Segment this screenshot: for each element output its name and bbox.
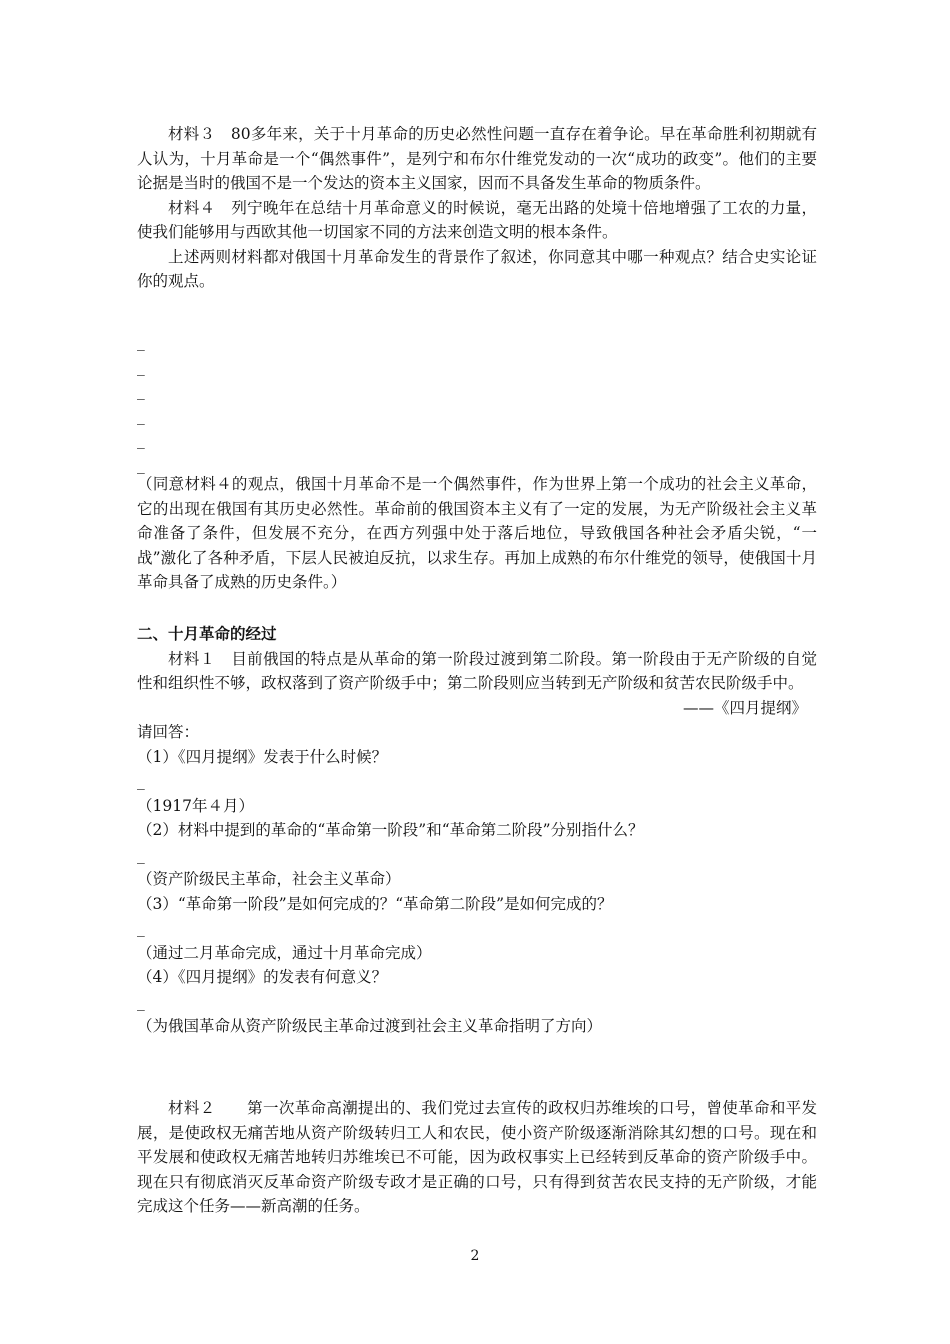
question-text: 上述两则材料都对俄国十月革命发生的背景作了叙述，你同意其中哪一种观点？结合史实论证你的观点。 — [137, 247, 817, 290]
question-4: （4）《四月提纲》的发表有何意义？ — [137, 968, 388, 986]
blank-line: _ — [137, 845, 145, 864]
blank-line: _ — [137, 772, 145, 790]
blank-line: _ — [137, 992, 145, 1011]
question-2: （2）材料中提到的革命的“革命第一阶段”和“革命第二阶段”分别指什么？ — [137, 821, 644, 839]
answer-1: （1917年４月） — [137, 796, 254, 815]
answer-block — [137, 472, 817, 595]
answer-2: （资产阶级民主革命，社会主义革命） — [137, 870, 401, 888]
answer-blank-lines — [137, 330, 817, 477]
section-process — [137, 622, 817, 1039]
blank-line: _ — [137, 919, 145, 937]
section-heading: 二、十月革命的经过 — [137, 625, 277, 643]
material-4-text: 材料４ 列宁晚年在总结十月革命意义的时候说，毫无出路的处境十倍地增强了工农的力量，使我们能够用与西欧其他一切国家不同的方法来创造文明的根本条件。 — [137, 198, 817, 241]
material-1-text: 材料１ 目前俄国的特点是从革命的第一阶段过渡到第二阶段。第一阶段由于无产阶级的自觉性和组织性不够，政权落到了资产阶级手中；第二阶段则应当转到无产阶级和贫苦农民阶级手中。 — [137, 649, 817, 692]
blank-line: _ — [137, 455, 145, 474]
page-number: 2 — [470, 1248, 480, 1264]
source-citation: ——《四月提纲》 — [682, 698, 807, 717]
answer-3: （通过二月革命完成，通过十月革命完成） — [137, 943, 432, 962]
material-2-text: 材料２ 第一次革命高潮提出的、我们党过去宣传的政权归苏维埃的口号，曾使革命和平发展，是使政权无痛苦地从资产阶级转归工人和农民，使小资产阶级逐渐消除其幻想的口号。现在和平发展和使政权无痛苦地转归苏维埃已不可能，因为政权事实上已经转到反革命的资产阶级手中。现在只有彻底消灭反革命资产阶级专政才是正确的口号，只有得到贫苦农民支持的无产阶级，才能完成这个任务——新高潮的任务。 — [137, 1099, 817, 1215]
prompt-text: 请回答： — [137, 723, 200, 741]
blank-line: _ — [137, 431, 145, 449]
blank-line: _ — [137, 382, 145, 400]
answer-4: （为俄国革命从资产阶级民主革命过渡到社会主义革命指明了方向） — [137, 1017, 603, 1035]
question-1: （1）《四月提纲》发表于什么时候？ — [137, 747, 388, 766]
question-3: （3）“革命第一阶段”是如何完成的？“革命第二阶段”是如何完成的？ — [137, 894, 613, 913]
answer-text: （同意材料４的观点，俄国十月革命不是一个偶然事件，作为世界上第一个成功的社会主义革命，它的出现在俄国有其历史必然性。革命前的俄国资本主义有了一定的发展，为无产阶级社会主义革命准备了条件，但发展不充分，在西方列强中处于落后地位，导致俄国各种社会矛盾尖锐，“一战”激化了各种矛盾，下层人民被迫反抗，以求生存。再加上成熟的布尔什维党的领导，使俄国十月革命具备了成熟的历史条件。） — [137, 475, 817, 591]
section-background — [137, 122, 817, 294]
blank-line: _ — [137, 357, 145, 376]
blank-line: _ — [137, 406, 145, 425]
material-3-text: 材料３ 80多年来，关于十月革命的历史必然性问题一直存在着争论。早在革命胜利初期就有人认为，十月革命是一个“偶然事件”，是列宁和布尔什维党发动的一次“成功的政变”。他们的主要论据是当时的俄国不是一个发达的资本主义国家，因而不具备发生革命的物质条件。 — [137, 125, 817, 192]
material-2-block — [137, 1096, 817, 1219]
blank-line: _ — [137, 333, 145, 351]
